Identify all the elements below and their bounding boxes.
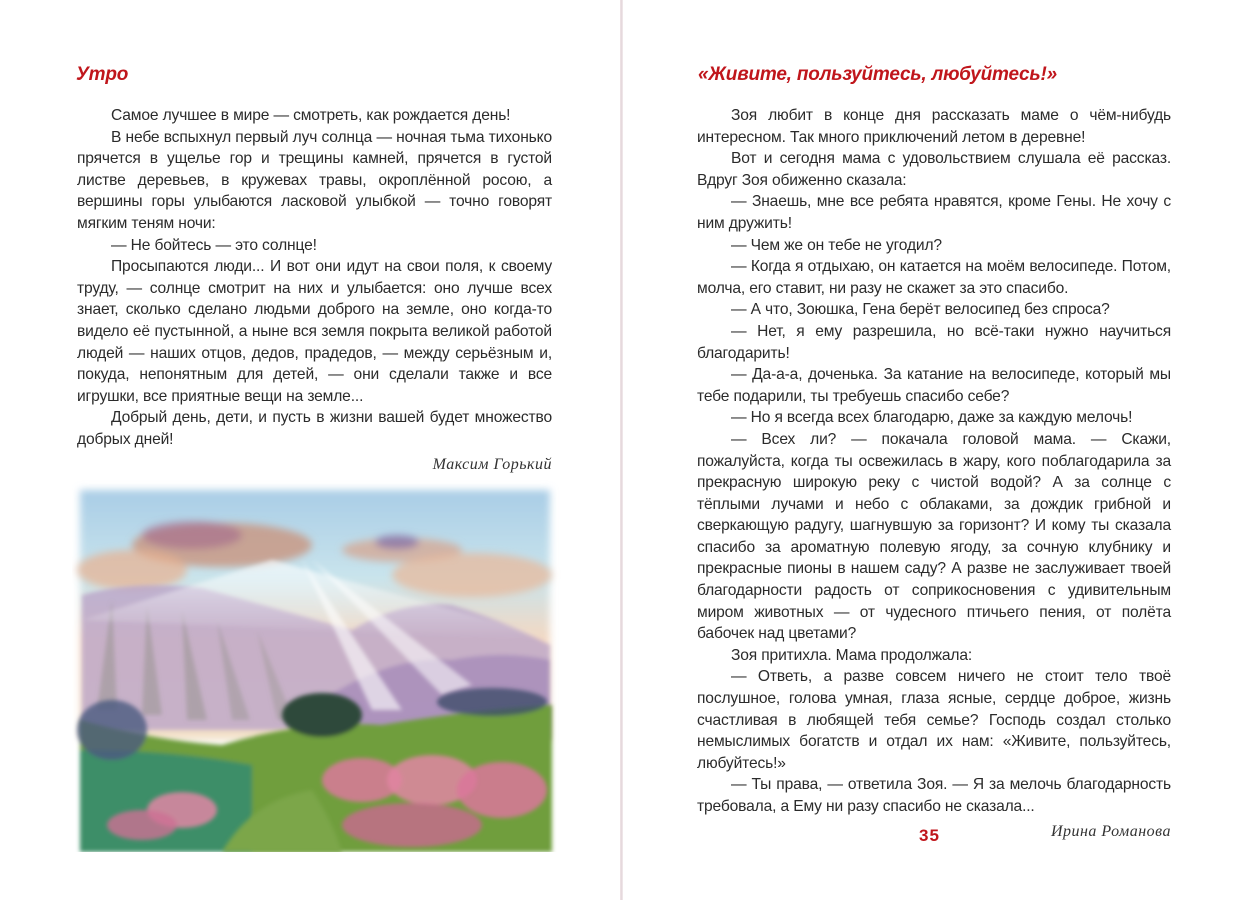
paragraph: — Да-а-а, доченька. За катание на велосипеде, который мы тебе подарили, ты требуешь спасибо себе? [697, 366, 1171, 405]
paragraph: Просыпаются люди... И вот они идут на свои поля, к своему труду, — солнце смотрит на них и улыбается: оно лучше всех знает, сколько сделано людьми доброго на земле, оно когда-то видело её пустынной, а ныне вся земля покрыта великой работой людей — наших отцов, дедов, прадедов, — между серьёзным и, покуда, непонятным для детей, — они сделали также и все игрушки, все приятные вещи на земле... [77, 258, 552, 405]
story-text [697, 105, 1171, 842]
paragraph: — Когда я отдыхаю, он катается на моём велосипеде. Потом, молча, его ставит, ни разу не скажет за это спасибо. [697, 258, 1171, 297]
paragraph: — Знаешь, мне все ребята нравятся, кроме Гены. Не хочу с ним дружить! [697, 193, 1171, 232]
watercolor-illustration [72, 480, 562, 852]
paragraph: — Не бойтесь — это солнце! [111, 236, 317, 254]
paragraph: — Нет, я ему разрешила, но всё-таки нужно научиться благодарить! [697, 322, 1171, 362]
paragraph: В небе вспыхнул первый луч солнца — ночная тьма тихонько прячется в ущелье гор и трещины камней, прячется в густой листве деревьев, в кружевах травы, окроплённой росою, а вершины горы улыбаются ласковой улыбкой — точно говорят мягким теням ночи: [77, 128, 552, 232]
paragraph: Зоя притихла. Мама продолжала: [731, 646, 973, 664]
paragraph: Зоя любит в конце дня рассказать маме о чём-нибудь интересном. Так много приключений летом в деревне! [697, 107, 1171, 146]
right-page [623, 0, 1241, 900]
paragraph: — Всех ли? — покачала головой мама. — Скажи, пожалуйста, когда ты освежилась в жару, кого поблагодарила за прекрасную широкую реку с чистой водой? А за солнце с тёплыми лучами и небо с облаками, за дождик грибной и сверкающую радугу, шагнувшую за горизонт? И кому ты сказала спасибо за ароматную полевую ягоду, за сочную клубнику и прекрасные пионы в нашем саду? А разве не заслуживает твоей благодарности радость от соприкосновения с удивительным миром животных — от чудесного птичьего пения, от полёта бабочек над цветами? [697, 430, 1171, 643]
paragraph: — Ответь, а разве совсем ничего не стоит тело твоё послушное, голова умная, глаза ясные, сердце доброе, жизнь счастливая в любящей тебя семье? Господь создал столько немыслимых богатств и отдал их нам: «Живите, пользуйтесь, любуйтесь!» [697, 668, 1171, 772]
author-signature: Ирина Романова [1050, 822, 1171, 840]
story-text [77, 105, 552, 475]
page-number: 35 [919, 826, 940, 845]
story-title: Утро [76, 64, 129, 85]
paragraph: — Но я всегда всех благодарю, даже за каждую мелочь! [731, 409, 1133, 427]
story-title: «Живите, пользуйтесь, любуйтесь!» [698, 64, 1057, 85]
author-signature: Максим Горький [432, 455, 552, 473]
paragraph: Вот и сегодня мама с удовольствием слушала её рассказ. Вдруг Зоя обиженно сказала: [697, 150, 1171, 189]
paragraph: — Чем же он тебе не угодил? [731, 236, 942, 254]
paragraph: Самое лучшее в мире — смотреть, как рождается день! [111, 107, 511, 124]
paragraph: — А что, Зоюшка, Гена берёт велосипед без спроса? [731, 301, 1110, 319]
paragraph: Добрый день, дети, и пусть в жизни вашей будет множество добрых дней! [77, 409, 552, 448]
paragraph: — Ты права, — ответила Зоя. — Я за мелочь благодарность требовала, а Ему ни разу спасибо не сказала... [697, 776, 1171, 815]
